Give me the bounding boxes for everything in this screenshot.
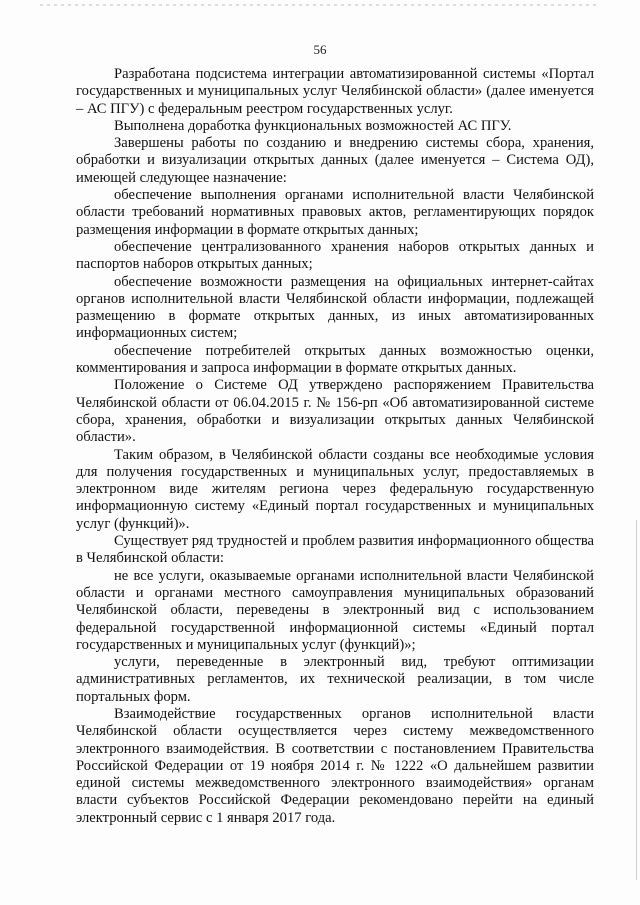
- scan-artifact-right: [636, 520, 637, 880]
- paragraph-5: обеспечение централизованного хранения наборов открытых данных и паспортов наборов открытых данных;: [76, 238, 594, 273]
- paragraph-11: не все услуги, оказываемые органами исполнительной власти Челябинской области и органами местного самоуправления муниципальных образований Челябинской области, переведены в электронный вид с использованием федеральной государственной информационной системы «Единый портал государственных и муниципальных услуг (функций)»;: [76, 567, 594, 653]
- paragraph-9: Таким образом, в Челябинской области созданы все необходимые условия для получения государственных и муниципальных услуг, предоставляемых в электронном виде жителям региона через федеральную государственную информационную систему «Единый портал государственных и муниципальных услуг (функций)».: [76, 446, 594, 532]
- document-body: [76, 66, 594, 827]
- page-number: 56: [313, 42, 327, 57]
- paragraph-1: Разработана подсистема интеграции автоматизированной системы «Портал государственных и муниципальных услуг Челябинской области» (далее именуется – АС ПГУ) с федеральным реестром государственных услуг.: [76, 66, 594, 117]
- paragraph-2: Выполнена доработка функциональных возможностей АС ПГУ.: [114, 117, 512, 134]
- paragraph-7: обеспечение потребителей открытых данных возможностью оценки, комментирования и запроса информации в формате открытых данных.: [76, 342, 594, 377]
- paragraph-10: Существует ряд трудностей и проблем развития информационного общества в Челябинской области:: [76, 533, 594, 567]
- paragraph-3: Завершены работы по созданию и внедрению системы сбора, хранения, обработки и визуализации открытых данных (далее именуется – Система ОД), имеющей следующее назначение:: [76, 135, 594, 186]
- paragraph-13: Взаимодействие государственных органов исполнительной власти Челябинской области осуществляется через систему межведомственного электронного взаимодействия. В соответствии с постановлением Правительства Российской Федерации от 19 ноября 2014 г. № 1222 «О дальнейшем развитии единой системы межведомственного электронного взаимодействия» органам власти субъектов Российской Федерации рекомендовано перейти на единый электронный сервис с 1 января 2017 года.: [76, 705, 594, 826]
- paragraph-12: услуги, переведенные в электронный вид, требуют оптимизации административных регламентов, их технической реализации, в том числе портальных форм.: [76, 654, 594, 705]
- paragraph-6: обеспечение возможности размещения на официальных интернет-сайтах органов исполнительной власти Челябинской области информации, подлежащей размещению в формате открытых данных, из иных автоматизированных информационных систем;: [76, 273, 594, 342]
- scan-artifact-top: [40, 4, 600, 6]
- paragraph-8: Положение о Системе ОД утверждено распоряжением Правительства Челябинской области от 06.04.2015 г. № 156-рп «Об автоматизированной системе сбора, хранения, обработки и визуализации открытых данных Челябинской области».: [76, 377, 594, 446]
- paragraph-4: обеспечение выполнения органами исполнительной власти Челябинской области требований нормативных правовых актов, регламентирующих порядок размещения информации в формате открытых данных;: [76, 187, 594, 238]
